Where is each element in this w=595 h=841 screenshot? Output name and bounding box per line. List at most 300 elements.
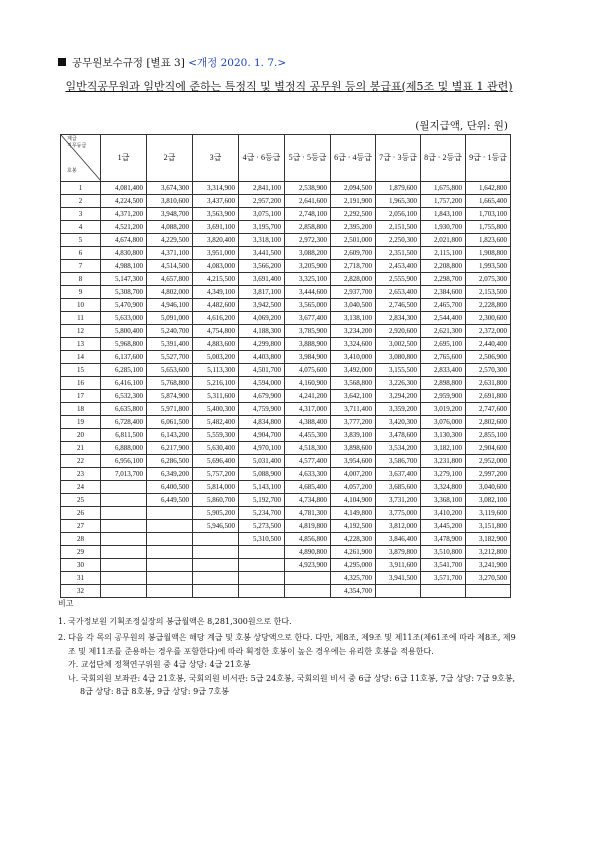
salary-cell: 5,147,300 <box>101 273 147 286</box>
salary-cell: 6,285,100 <box>101 364 147 377</box>
salary-cell: 2,691,800 <box>466 390 511 403</box>
salary-cell <box>239 546 285 559</box>
corner-step-label: 호봉 <box>67 169 77 174</box>
salary-cell: 3,691,100 <box>193 221 239 234</box>
salary-cell: 4,657,800 <box>147 273 193 286</box>
salary-cell: 2,292,500 <box>331 208 376 221</box>
salary-cell: 4,228,300 <box>331 533 376 546</box>
salary-cell: 4,325,700 <box>331 572 376 585</box>
salary-cell: 4,923,900 <box>285 559 331 572</box>
salary-cell: 3,195,700 <box>239 221 285 234</box>
step-cell: 3 <box>61 208 101 221</box>
salary-cell: 3,205,900 <box>285 260 331 273</box>
salary-cell: 4,075,600 <box>285 364 331 377</box>
salary-cell: 4,594,000 <box>239 377 285 390</box>
salary-cell: 4,088,200 <box>147 221 193 234</box>
salary-cell: 6,811,500 <box>101 429 147 442</box>
salary-cell: 5,003,200 <box>193 351 239 364</box>
salary-cell: 3,846,400 <box>376 533 421 546</box>
salary-cell <box>193 546 239 559</box>
salary-cell: 6,143,200 <box>147 429 193 442</box>
salary-cell <box>101 546 147 559</box>
salary-cell: 3,088,200 <box>285 247 331 260</box>
salary-cell: 2,506,900 <box>466 351 511 364</box>
salary-cell: 4,215,500 <box>193 273 239 286</box>
salary-cell: 3,119,600 <box>466 507 511 520</box>
salary-cell: 4,577,400 <box>285 455 331 468</box>
salary-cell: 4,349,100 <box>193 286 239 299</box>
salary-cell: 2,746,500 <box>376 299 421 312</box>
salary-cell <box>376 585 421 598</box>
step-cell: 10 <box>61 299 101 312</box>
salary-cell: 2,250,300 <box>376 234 421 247</box>
salary-cell: 2,997,200 <box>466 468 511 481</box>
salary-cell: 3,478,600 <box>376 429 421 442</box>
salary-cell: 4,856,800 <box>285 533 331 546</box>
salary-cell <box>101 520 147 533</box>
salary-cell: 2,094,500 <box>331 182 376 195</box>
salary-cell: 1,757,200 <box>421 195 466 208</box>
unit-note: (월지급액, 단위: 원) <box>415 120 508 132</box>
salary-cell: 3,182,900 <box>466 533 511 546</box>
salary-cell: 5,091,000 <box>147 312 193 325</box>
note-item-2-na: 나. 국회의원 보좌관: 4급 21호봉, 국회의원 비서관: 5급 24호봉, 국회의원 비서 중 6급 상당: 6급 11호봉, 7급 상당: 7급 9호봉, 8급 상당: 8급 8호봉, 9급 상당: 9급 7호봉 <box>68 673 516 696</box>
salary-cell: 2,351,500 <box>376 247 421 260</box>
salary-cell: 3,911,600 <box>376 559 421 572</box>
salary-cell: 4,299,800 <box>239 338 285 351</box>
salary-cell: 6,888,000 <box>101 442 147 455</box>
salary-cell: 2,904,600 <box>466 442 511 455</box>
salary-cell: 3,151,800 <box>466 520 511 533</box>
step-cell: 4 <box>61 221 101 234</box>
salary-cell: 2,056,100 <box>376 208 421 221</box>
salary-cell: 3,951,000 <box>193 247 239 260</box>
salary-cell: 3,241,900 <box>466 559 511 572</box>
salary-cell: 1,755,800 <box>466 221 511 234</box>
table-row <box>61 247 511 260</box>
salary-cell: 4,830,800 <box>101 247 147 260</box>
salary-cell: 1,823,600 <box>466 234 511 247</box>
salary-cell: 6,449,500 <box>147 494 193 507</box>
step-cell: 13 <box>61 338 101 351</box>
table-row <box>61 403 511 416</box>
salary-cell: 6,532,300 <box>101 390 147 403</box>
salary-cell: 5,470,900 <box>101 299 147 312</box>
step-cell: 7 <box>61 260 101 273</box>
salary-cell <box>193 572 239 585</box>
salary-cell: 5,216,100 <box>193 377 239 390</box>
salary-cell: 3,731,200 <box>376 494 421 507</box>
note-item-2-ga: 가. 교섭단체 정책연구위원 중 4급 상당: 4급 21호봉 <box>68 660 251 669</box>
table-row <box>61 442 511 455</box>
salary-table <box>60 134 511 598</box>
salary-cell: 3,040,500 <box>331 299 376 312</box>
table-row <box>61 559 511 572</box>
salary-cell <box>147 520 193 533</box>
salary-cell: 3,820,400 <box>193 234 239 247</box>
salary-cell: 2,834,300 <box>376 312 421 325</box>
step-cell: 24 <box>61 481 101 494</box>
salary-cell: 3,445,200 <box>421 520 466 533</box>
column-header: 3급 <box>193 135 239 182</box>
salary-cell <box>239 559 285 572</box>
salary-cell: 2,631,800 <box>466 377 511 390</box>
step-cell: 14 <box>61 351 101 364</box>
salary-cell: 6,061,500 <box>147 416 193 429</box>
salary-cell: 3,368,100 <box>421 494 466 507</box>
table-row <box>61 390 511 403</box>
table-row <box>61 377 511 390</box>
salary-cell: 3,002,500 <box>376 338 421 351</box>
salary-cell: 4,354,700 <box>331 585 376 598</box>
salary-cell: 5,527,700 <box>147 351 193 364</box>
salary-cell: 4,501,700 <box>239 364 285 377</box>
step-cell: 25 <box>61 494 101 507</box>
salary-cell: 6,349,200 <box>147 468 193 481</box>
salary-cell: 3,691,400 <box>239 273 285 286</box>
salary-cell: 6,728,400 <box>101 416 147 429</box>
salary-cell: 4,679,900 <box>239 390 285 403</box>
salary-cell: 4,371,100 <box>147 247 193 260</box>
table-row <box>61 286 511 299</box>
salary-cell: 5,308,700 <box>101 286 147 299</box>
salary-cell: 3,954,600 <box>331 455 376 468</box>
salary-cell: 5,968,800 <box>101 338 147 351</box>
salary-cell: 2,021,800 <box>421 234 466 247</box>
salary-cell <box>147 546 193 559</box>
salary-cell: 3,812,000 <box>376 520 421 533</box>
salary-cell: 3,019,200 <box>421 403 466 416</box>
salary-cell: 2,653,400 <box>376 286 421 299</box>
salary-cell: 6,635,800 <box>101 403 147 416</box>
notes-section <box>58 597 520 699</box>
column-header: 4급 · 6등급 <box>239 135 285 182</box>
salary-cell: 4,229,500 <box>147 234 193 247</box>
column-header: 2급 <box>147 135 193 182</box>
salary-cell: 2,802,600 <box>466 416 511 429</box>
salary-cell: 5,311,600 <box>193 390 239 403</box>
salary-cell <box>147 559 193 572</box>
salary-cell: 2,372,000 <box>466 325 511 338</box>
salary-cell: 3,231,800 <box>421 455 466 468</box>
salary-cell: 3,324,600 <box>331 338 376 351</box>
table-row <box>61 221 511 234</box>
salary-cell: 4,674,800 <box>101 234 147 247</box>
salary-cell <box>421 585 466 598</box>
salary-cell: 3,879,800 <box>376 546 421 559</box>
step-cell: 15 <box>61 364 101 377</box>
salary-cell: 3,410,000 <box>331 351 376 364</box>
step-cell: 26 <box>61 507 101 520</box>
column-header: 1급 <box>101 135 147 182</box>
salary-cell: 4,781,300 <box>285 507 331 520</box>
table-row <box>61 195 511 208</box>
salary-cell <box>101 481 147 494</box>
salary-cell: 2,153,500 <box>466 286 511 299</box>
salary-cell: 5,192,700 <box>239 494 285 507</box>
salary-cell: 4,890,800 <box>285 546 331 559</box>
salary-cell: 4,514,500 <box>147 260 193 273</box>
salary-cell: 4,388,400 <box>285 416 331 429</box>
salary-cell: 2,555,900 <box>376 273 421 286</box>
salary-cell: 6,416,100 <box>101 377 147 390</box>
table-row <box>61 312 511 325</box>
salary-cell: 5,391,400 <box>147 338 193 351</box>
step-cell: 29 <box>61 546 101 559</box>
salary-cell: 3,040,600 <box>466 481 511 494</box>
salary-cell: 2,972,300 <box>285 234 331 247</box>
salary-cell <box>101 585 147 598</box>
salary-cell: 3,437,600 <box>193 195 239 208</box>
salary-cell: 1,930,700 <box>421 221 466 234</box>
salary-cell: 3,563,900 <box>193 208 239 221</box>
salary-cell: 2,151,500 <box>376 221 421 234</box>
salary-cell: 2,621,300 <box>421 325 466 338</box>
salary-cell: 3,294,200 <box>376 390 421 403</box>
salary-cell: 3,541,700 <box>421 559 466 572</box>
salary-cell: 4,371,200 <box>101 208 147 221</box>
salary-cell: 4,819,800 <box>285 520 331 533</box>
salary-cell: 3,941,500 <box>376 572 421 585</box>
salary-cell: 3,492,000 <box>331 364 376 377</box>
salary-cell: 3,076,000 <box>421 416 466 429</box>
salary-cell: 4,057,200 <box>331 481 376 494</box>
note-item-2: 2. 다음 각 목의 공무원의 봉급월액은 해당 계급 및 호봉 상당액으로 한다. 다만, 제8조, 제9조 및 제11조(제61조에 따라 제8조, 제9조 및 제11조를 준용하는 경우를 포함한다)에 따라 획정한 호봉이 높은 경우에는 유리한 호봉을 적용한다. <box>58 633 516 656</box>
step-cell: 17 <box>61 390 101 403</box>
salary-cell: 4,734,800 <box>285 494 331 507</box>
salary-cell: 4,754,800 <box>193 325 239 338</box>
salary-cell: 5,240,700 <box>147 325 193 338</box>
salary-cell: 5,757,200 <box>193 468 239 481</box>
salary-cell: 2,828,000 <box>331 273 376 286</box>
table-row <box>61 520 511 533</box>
salary-cell: 1,675,800 <box>421 182 466 195</box>
salary-cell: 3,279,100 <box>421 468 466 481</box>
salary-cell: 3,984,900 <box>285 351 331 364</box>
salary-cell: 1,703,100 <box>466 208 511 221</box>
salary-cell <box>285 585 331 598</box>
salary-cell: 5,482,400 <box>193 416 239 429</box>
salary-cell: 2,191,900 <box>331 195 376 208</box>
salary-cell <box>466 585 511 598</box>
salary-cell: 3,565,000 <box>285 299 331 312</box>
salary-cell: 2,718,700 <box>331 260 376 273</box>
table-row <box>61 455 511 468</box>
salary-cell: 5,874,900 <box>147 390 193 403</box>
step-cell: 12 <box>61 325 101 338</box>
step-cell: 8 <box>61 273 101 286</box>
salary-cell: 3,441,500 <box>239 247 285 260</box>
corner-rank-label: 계급 <box>67 137 77 142</box>
table-row <box>61 546 511 559</box>
salary-cell: 2,465,700 <box>421 299 466 312</box>
salary-cell: 2,747,600 <box>466 403 511 416</box>
table-row <box>61 481 511 494</box>
salary-cell: 5,696,400 <box>193 455 239 468</box>
salary-cell <box>147 533 193 546</box>
salary-cell: 3,948,700 <box>147 208 193 221</box>
salary-cell: 4,482,600 <box>193 299 239 312</box>
table-row <box>61 234 511 247</box>
salary-cell: 1,665,400 <box>466 195 511 208</box>
table-row <box>61 273 511 286</box>
salary-cell: 2,570,300 <box>466 364 511 377</box>
salary-cell: 2,748,100 <box>285 208 331 221</box>
salary-cell: 2,695,100 <box>421 338 466 351</box>
step-cell: 27 <box>61 520 101 533</box>
salary-cell: 2,641,600 <box>285 195 331 208</box>
salary-cell: 5,031,400 <box>239 455 285 468</box>
salary-cell: 2,959,900 <box>421 390 466 403</box>
step-cell: 30 <box>61 559 101 572</box>
salary-cell: 2,228,800 <box>466 299 511 312</box>
step-cell: 31 <box>61 572 101 585</box>
corner-cell <box>61 135 101 182</box>
salary-cell: 3,898,600 <box>331 442 376 455</box>
salary-cell: 4,007,200 <box>331 468 376 481</box>
salary-cell: 5,946,500 <box>193 520 239 533</box>
table-title: 일반직공무원과 일반직에 준하는 특정직 및 별정직 공무원 등의 봉급표(제5조 및 별표 1 관련) <box>65 80 513 93</box>
salary-cell: 3,359,200 <box>376 403 421 416</box>
salary-cell: 4,521,200 <box>101 221 147 234</box>
salary-cell: 5,088,900 <box>239 468 285 481</box>
salary-cell: 3,212,800 <box>466 546 511 559</box>
square-bullet-icon <box>58 58 66 66</box>
salary-cell: 3,637,400 <box>376 468 421 481</box>
step-cell: 19 <box>61 416 101 429</box>
salary-cell: 6,286,500 <box>147 455 193 468</box>
salary-cell: 4,970,100 <box>239 442 285 455</box>
salary-cell: 4,883,600 <box>193 338 239 351</box>
salary-cell: 2,898,800 <box>421 377 466 390</box>
salary-cell: 3,642,100 <box>331 390 376 403</box>
salary-cell: 2,501,000 <box>331 234 376 247</box>
step-cell: 5 <box>61 234 101 247</box>
table-row <box>61 468 511 481</box>
salary-cell: 5,559,300 <box>193 429 239 442</box>
salary-cell <box>193 533 239 546</box>
salary-cell: 4,633,300 <box>285 468 331 481</box>
appendix-header <box>58 55 286 70</box>
step-cell: 18 <box>61 403 101 416</box>
salary-cell: 3,420,300 <box>376 416 421 429</box>
salary-cell: 6,400,500 <box>147 481 193 494</box>
salary-cell: 5,630,400 <box>193 442 239 455</box>
salary-cell: 1,993,500 <box>466 260 511 273</box>
salary-cell <box>239 572 285 585</box>
salary-cell: 3,444,600 <box>285 286 331 299</box>
salary-cell: 6,217,900 <box>147 442 193 455</box>
salary-cell: 4,904,700 <box>239 429 285 442</box>
salary-cell: 3,410,200 <box>421 507 466 520</box>
table-row <box>61 507 511 520</box>
step-cell: 2 <box>61 195 101 208</box>
step-cell: 20 <box>61 429 101 442</box>
corner-grade-label: 직무등급 <box>67 144 87 149</box>
salary-cell <box>193 559 239 572</box>
step-cell: 9 <box>61 286 101 299</box>
column-header: 8급 · 2등급 <box>421 135 466 182</box>
salary-cell <box>239 585 285 598</box>
step-cell: 22 <box>61 455 101 468</box>
salary-cell: 3,677,400 <box>285 312 331 325</box>
salary-cell: 4,946,100 <box>147 299 193 312</box>
salary-cell: 4,083,000 <box>193 260 239 273</box>
table-row <box>61 260 511 273</box>
salary-cell: 3,568,800 <box>331 377 376 390</box>
salary-cell: 2,609,700 <box>331 247 376 260</box>
salary-cell <box>147 507 193 520</box>
step-cell: 11 <box>61 312 101 325</box>
salary-cell: 7,013,700 <box>101 468 147 481</box>
salary-cell: 3,586,700 <box>376 455 421 468</box>
salary-cell: 4,834,800 <box>239 416 285 429</box>
table-row <box>61 338 511 351</box>
table-body <box>61 182 511 598</box>
salary-cell: 3,839,100 <box>331 429 376 442</box>
salary-cell <box>193 585 239 598</box>
salary-cell <box>147 572 193 585</box>
salary-cell: 3,155,500 <box>376 364 421 377</box>
table-row <box>61 572 511 585</box>
salary-cell: 5,113,300 <box>193 364 239 377</box>
salary-cell: 3,810,600 <box>147 195 193 208</box>
salary-cell: 3,325,100 <box>285 273 331 286</box>
salary-cell: 6,956,100 <box>101 455 147 468</box>
salary-cell: 4,192,500 <box>331 520 376 533</box>
salary-cell: 3,234,200 <box>331 325 376 338</box>
salary-cell: 4,988,100 <box>101 260 147 273</box>
salary-cell: 4,455,300 <box>285 429 331 442</box>
step-cell: 16 <box>61 377 101 390</box>
salary-cell <box>101 559 147 572</box>
salary-cell: 4,081,400 <box>101 182 147 195</box>
salary-cell: 3,478,900 <box>421 533 466 546</box>
salary-cell: 3,566,200 <box>239 260 285 273</box>
salary-cell: 3,314,900 <box>193 182 239 195</box>
salary-cell: 3,080,800 <box>376 351 421 364</box>
salary-cell: 4,224,500 <box>101 195 147 208</box>
column-header: 6급 · 4등급 <box>331 135 376 182</box>
salary-cell: 3,888,900 <box>285 338 331 351</box>
salary-cell: 4,149,800 <box>331 507 376 520</box>
salary-cell: 1,908,800 <box>466 247 511 260</box>
table-row <box>61 208 511 221</box>
salary-cell: 3,075,100 <box>239 208 285 221</box>
table-row <box>61 182 511 195</box>
step-cell: 23 <box>61 468 101 481</box>
salary-cell: 1,642,800 <box>466 182 511 195</box>
salary-cell: 5,768,800 <box>147 377 193 390</box>
salary-cell: 4,802,000 <box>147 286 193 299</box>
salary-cell: 5,234,700 <box>239 507 285 520</box>
table-row <box>61 299 511 312</box>
salary-cell: 2,765,600 <box>421 351 466 364</box>
step-cell: 32 <box>61 585 101 598</box>
salary-cell: 3,942,500 <box>239 299 285 312</box>
salary-cell: 4,104,900 <box>331 494 376 507</box>
table-row <box>61 325 511 338</box>
salary-cell: 4,759,900 <box>239 403 285 416</box>
salary-cell: 2,937,700 <box>331 286 376 299</box>
salary-cell: 4,403,800 <box>239 351 285 364</box>
salary-cell: 4,069,200 <box>239 312 285 325</box>
salary-cell: 4,241,200 <box>285 390 331 403</box>
salary-cell: 3,711,400 <box>331 403 376 416</box>
salary-cell: 2,300,600 <box>466 312 511 325</box>
salary-cell: 2,208,800 <box>421 260 466 273</box>
salary-cell: 3,182,100 <box>421 442 466 455</box>
